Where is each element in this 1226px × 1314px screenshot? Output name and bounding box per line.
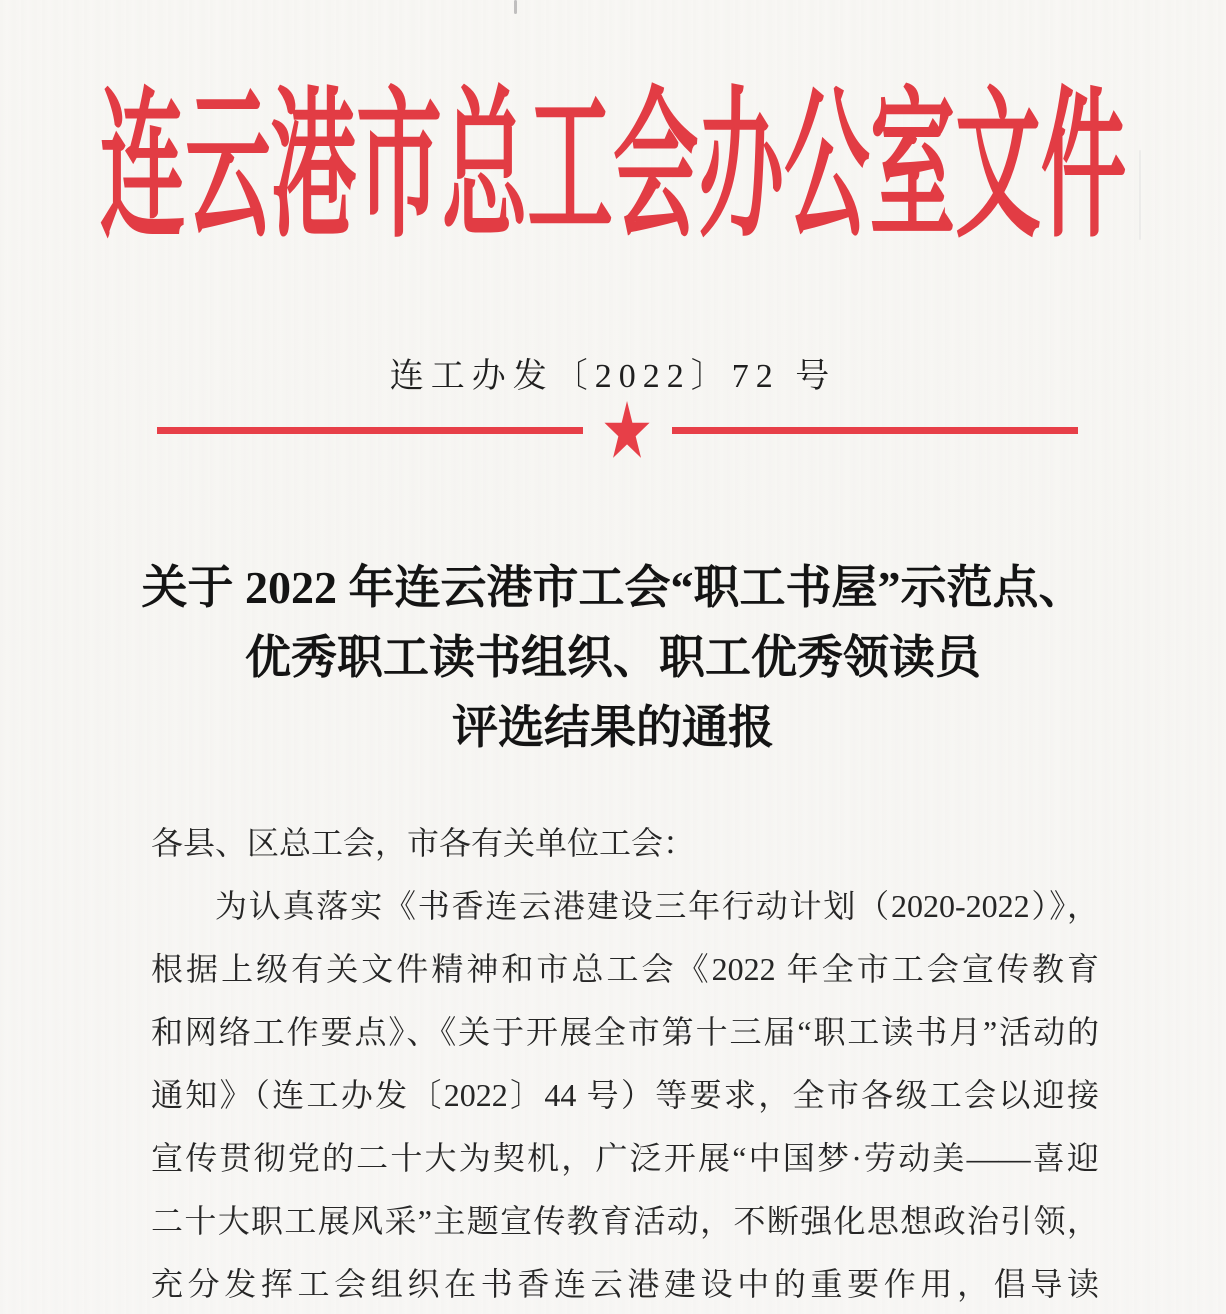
red-star-icon: ★ xyxy=(600,386,654,478)
body-paragraph-line: 充分发挥工会组织在书香连云港建设中的重要作用，倡导读 xyxy=(151,1266,1099,1302)
document-title xyxy=(0,553,1226,763)
scan-artifact xyxy=(514,0,517,14)
body-salutation: 各县、区总工会，市各有关单位工会： xyxy=(151,825,696,861)
body-paragraph-line: 根据上级有关文件精神和市总工会《2022 年全市工会宣传教育 xyxy=(151,951,1099,987)
document-body xyxy=(151,812,1099,1314)
body-paragraph-line: 宣传贯彻党的二十大为契机，广泛开展“中国梦·劳动美——喜迎 xyxy=(151,1140,1099,1176)
red-divider-line-left xyxy=(157,427,583,434)
body-paragraph-line: 和网络工作要点》、《关于开展全市第十三届“职工读书月”活动的 xyxy=(151,1014,1099,1050)
document-masthead-title: 连云港市总工会办公室文件 xyxy=(99,77,1127,257)
document-title-line-2: 优秀职工读书组织、职工优秀领读员 xyxy=(245,632,981,683)
document-number: 连工办发〔2022〕72 号 xyxy=(389,358,837,395)
red-divider-line-right xyxy=(672,427,1078,434)
body-paragraph-line: 二十大职工展风采”主题宣传教育活动，不断强化思想政治引领， xyxy=(151,1203,1099,1239)
body-paragraph-line: 为认真落实《书香连云港建设三年行动计划（2020-2022）》， xyxy=(215,888,1099,924)
document-title-line-1: 关于 2022 年连云港市工会“职工书屋”示范点、 xyxy=(141,562,1085,613)
body-paragraph-line: 通知》（连工办发〔2022〕44 号）等要求，全市各级工会以迎接 xyxy=(151,1077,1099,1113)
document-title-line-3: 评选结果的通报 xyxy=(452,702,774,753)
